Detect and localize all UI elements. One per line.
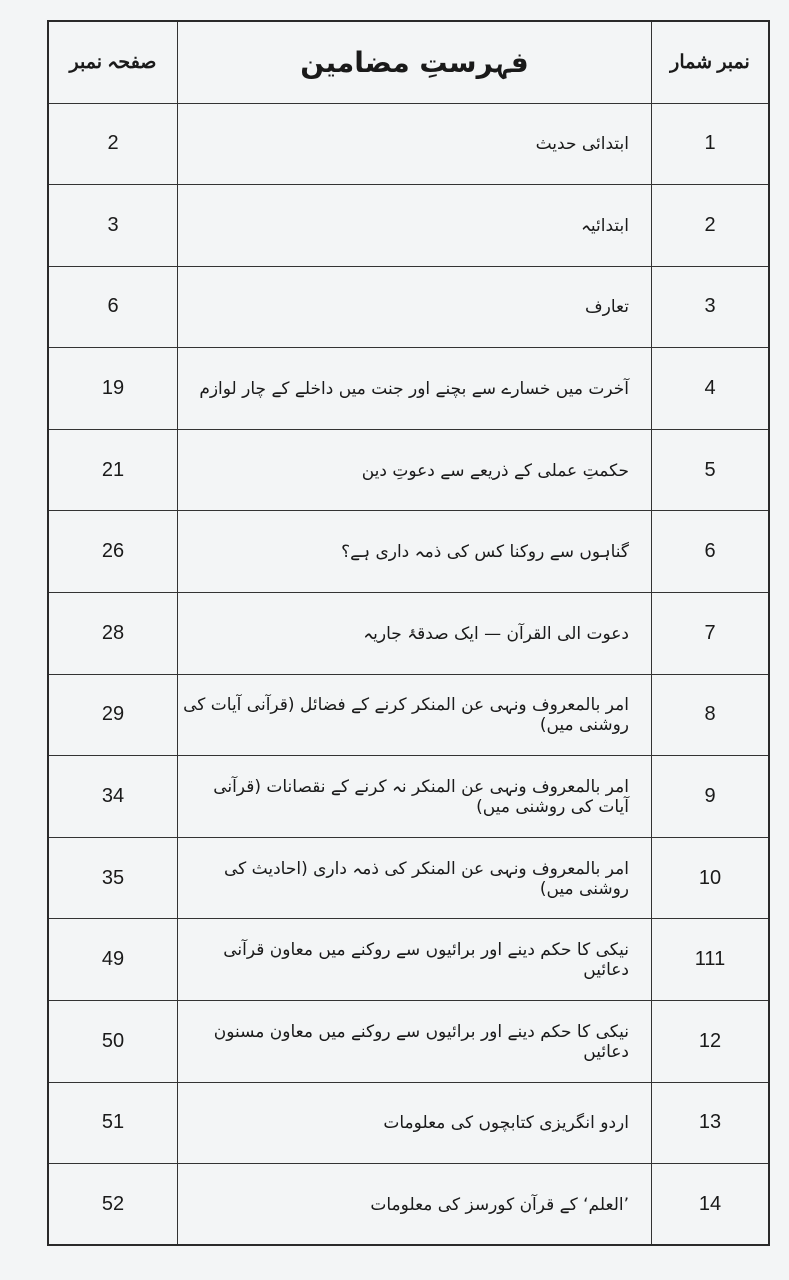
serial-number: 13	[652, 1082, 770, 1164]
serial-number: 4	[652, 348, 770, 430]
serial-number: 5	[652, 429, 770, 511]
entry-title: دعوت الی القرآن — ایک صدقۂ جاریہ	[178, 593, 652, 675]
entry-title: آخرت میں خسارے سے بچنے اور جنت میں داخلے کے چار لوازم	[178, 348, 652, 430]
page-number: 19	[48, 348, 178, 430]
serial-number: 10	[652, 837, 770, 919]
entry-title: حکمتِ عملی کے ذریعے سے دعوتِ دین	[178, 429, 652, 511]
serial-number: 14	[652, 1164, 770, 1246]
table-row	[48, 919, 769, 1001]
entry-title: امر بالمعروف ونہی عن المنکر کرنے کے فضائل (قرآنی آیات کی روشنی میں)	[178, 674, 652, 756]
page-number: 21	[48, 429, 178, 511]
serial-number-header: نمبر شمار	[652, 21, 770, 103]
header-row	[48, 21, 769, 103]
serial-number: 8	[652, 674, 770, 756]
entry-title: اردو انگریزی کتابچوں کی معلومات	[178, 1082, 652, 1164]
page-number: 26	[48, 511, 178, 593]
page-number: 6	[48, 266, 178, 348]
table-row	[48, 429, 769, 511]
entry-title: نیکی کا حکم دینے اور برائیوں سے روکنے میں معاون مسنون دعائیں	[178, 1001, 652, 1083]
table-row	[48, 266, 769, 348]
page-number-header: صفحہ نمبر	[48, 21, 178, 103]
table-row	[48, 756, 769, 838]
entry-title: امر بالمعروف ونہی عن المنکر نہ کرنے کے نقصانات (قرآنی آیات کی روشنی میں)	[178, 756, 652, 838]
serial-number: 2	[652, 185, 770, 267]
serial-number: 7	[652, 593, 770, 675]
table-row	[48, 593, 769, 675]
table-of-contents	[47, 20, 770, 1246]
entry-title: ابتدائیہ	[178, 185, 652, 267]
entry-title: نیکی کا حکم دینے اور برائیوں سے روکنے میں معاون قرآنی دعائیں	[178, 919, 652, 1001]
entry-title: ابتدائی حدیث	[178, 103, 652, 185]
serial-number: 3	[652, 266, 770, 348]
table-row	[48, 103, 769, 185]
page-number: 49	[48, 919, 178, 1001]
table-row	[48, 1082, 769, 1164]
page-number: 35	[48, 837, 178, 919]
page-number: 34	[48, 756, 178, 838]
serial-number: 12	[652, 1001, 770, 1083]
serial-number: 9	[652, 756, 770, 838]
table-row	[48, 185, 769, 267]
table-row	[48, 674, 769, 756]
contents-title-header: فہرستِ مضامین	[178, 21, 652, 103]
page-number: 29	[48, 674, 178, 756]
table-row	[48, 837, 769, 919]
table-row	[48, 1164, 769, 1246]
entry-title: گناہوں سے روکنا کس کی ذمہ داری ہے؟	[178, 511, 652, 593]
page-number: 3	[48, 185, 178, 267]
serial-number: 111	[652, 919, 770, 1001]
entry-title: تعارف	[178, 266, 652, 348]
entry-title: امر بالمعروف ونہی عن المنکر کی ذمہ داری (احادیث کی روشنی میں)	[178, 837, 652, 919]
page-number: 50	[48, 1001, 178, 1083]
table-row	[48, 1001, 769, 1083]
page-number: 52	[48, 1164, 178, 1246]
serial-number: 6	[652, 511, 770, 593]
entry-title: ’العلم‘ کے قرآن کورسز کی معلومات	[178, 1164, 652, 1246]
page-number: 28	[48, 593, 178, 675]
serial-number: 1	[652, 103, 770, 185]
table-row	[48, 348, 769, 430]
page-number: 51	[48, 1082, 178, 1164]
table-row	[48, 511, 769, 593]
page-number: 2	[48, 103, 178, 185]
